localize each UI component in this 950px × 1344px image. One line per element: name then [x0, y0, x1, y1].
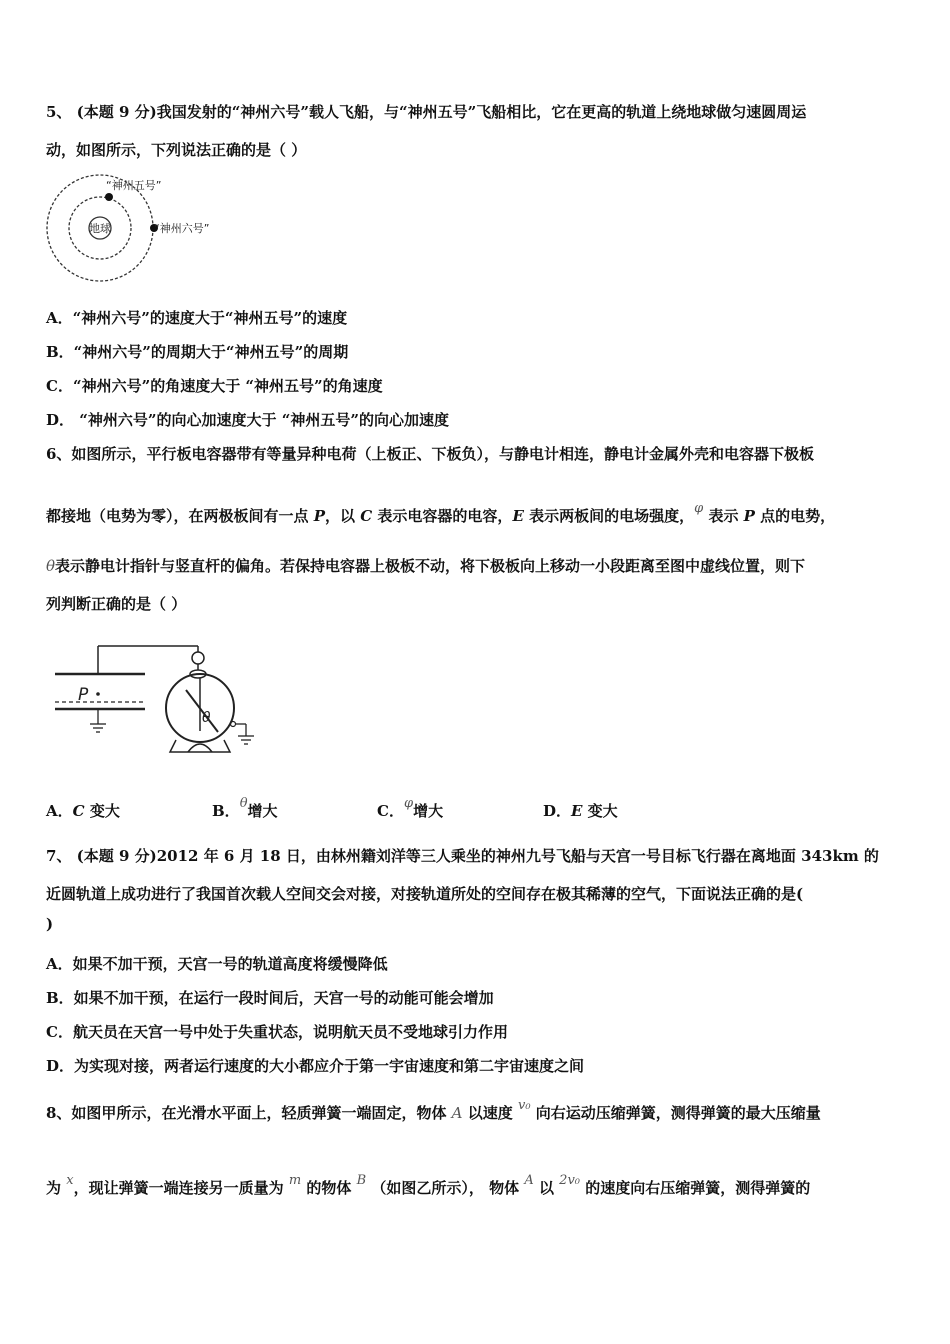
p-label: P: [78, 685, 89, 705]
q6-option-a: A．C 变大: [46, 802, 120, 820]
ship6-label: “神州六号”: [154, 222, 210, 235]
q5-option-a: A．“神州六号”的速度大于“神州五号”的速度: [46, 309, 348, 327]
q7-option-a: A．如果不加干预，天宫一号的轨道高度将缓慢降低: [46, 955, 388, 973]
q6-line-1: 6、如图所示，平行板电容器带有等量异种电荷（上板正、下板负），与静电计相连，静电计金属外壳和电容器下极板: [46, 445, 814, 463]
earth-label: 地球: [89, 222, 111, 235]
capacitor-figure: [50, 636, 260, 761]
phi-symbol: φ: [694, 501, 704, 516]
q7-option-b: B．如果不加干预，在运行一段时间后，天宫一号的动能可能会增加: [46, 989, 494, 1007]
q6-option-b: B．θ增大: [212, 796, 278, 820]
q6-line-2: 都接地（电势为零），在两极板间有一点 P，以 C 表示电容器的电容，E 表示两板间的电场强度，φ 表示 P 点的电势，: [46, 501, 836, 525]
q5-option-b: B．“神州六号”的周期大于“神州五号”的周期: [46, 343, 349, 361]
q6-line-3: θ表示静电计指针与竖直杆的偏角。若保持电容器上极板不动，将下极板向上移动一小段距离至图中虚线位置，则下: [46, 557, 806, 575]
q6-line-4: 列判断正确的是（ ）: [46, 595, 187, 613]
q7-option-c: C．航天员在天宫一号中处于失重状态，说明航天员不受地球引力作用: [46, 1023, 508, 1041]
orbit-figure: [44, 172, 244, 287]
q7-line-2: 近圆轨道上成功进行了我国首次载人空间交会对接，对接轨道所处的空间存在极其稀薄的空气，下面说法正确的是(: [46, 885, 804, 903]
q8-line-1: 8、如图甲所示，在光滑水平面上，轻质弹簧一端固定，物体 A 以速度 v₀ 向右运动压缩弹簧，测得弹簧的最大压缩量: [46, 1098, 821, 1122]
theta-symbol: θ: [46, 557, 56, 575]
q7-line-1: 7、 (本题 9 分)2012 年 6 月 18 日，由林州籍刘洋等三人乘坐的神州九号飞船与天宫一号目标飞行器在离地面 343km 的: [46, 847, 879, 865]
q5-line-2: 动，如图所示，下列说法正确的是（ ）: [46, 141, 307, 159]
q5-line-1: 5、 (本题 9 分)我国发射的“神州六号”载人飞船，与“神州五号”飞船相比，它在更高的轨道上绕地球做匀速圆周运: [46, 103, 807, 121]
ship5-dot: [105, 193, 113, 201]
q5-option-d: D． “神州六号”的向心加速度大于 “神州五号”的向心加速度: [46, 411, 449, 429]
ship5-label: “神州五号”: [106, 179, 162, 192]
q8-line-2: 为 x，现让弹簧一端连接另一质量为 m 的物体 B （如图乙所示）， 物体 A 以 2v₀ 的速度向右压缩弹簧，测得弹簧的: [46, 1173, 811, 1197]
q7-option-d: D．为实现对接，两者运行速度的大小都应介于第一宇宙速度和第二宇宙速度之间: [46, 1057, 585, 1075]
q5-option-c: C．“神州六号”的角速度大于 “神州五号”的角速度: [46, 377, 383, 395]
q6-option-d: D．E 变大: [543, 802, 618, 820]
q7-line-3: ): [46, 915, 54, 933]
q6-option-c: C．φ增大: [377, 796, 444, 820]
theta-label: θ: [202, 710, 211, 726]
